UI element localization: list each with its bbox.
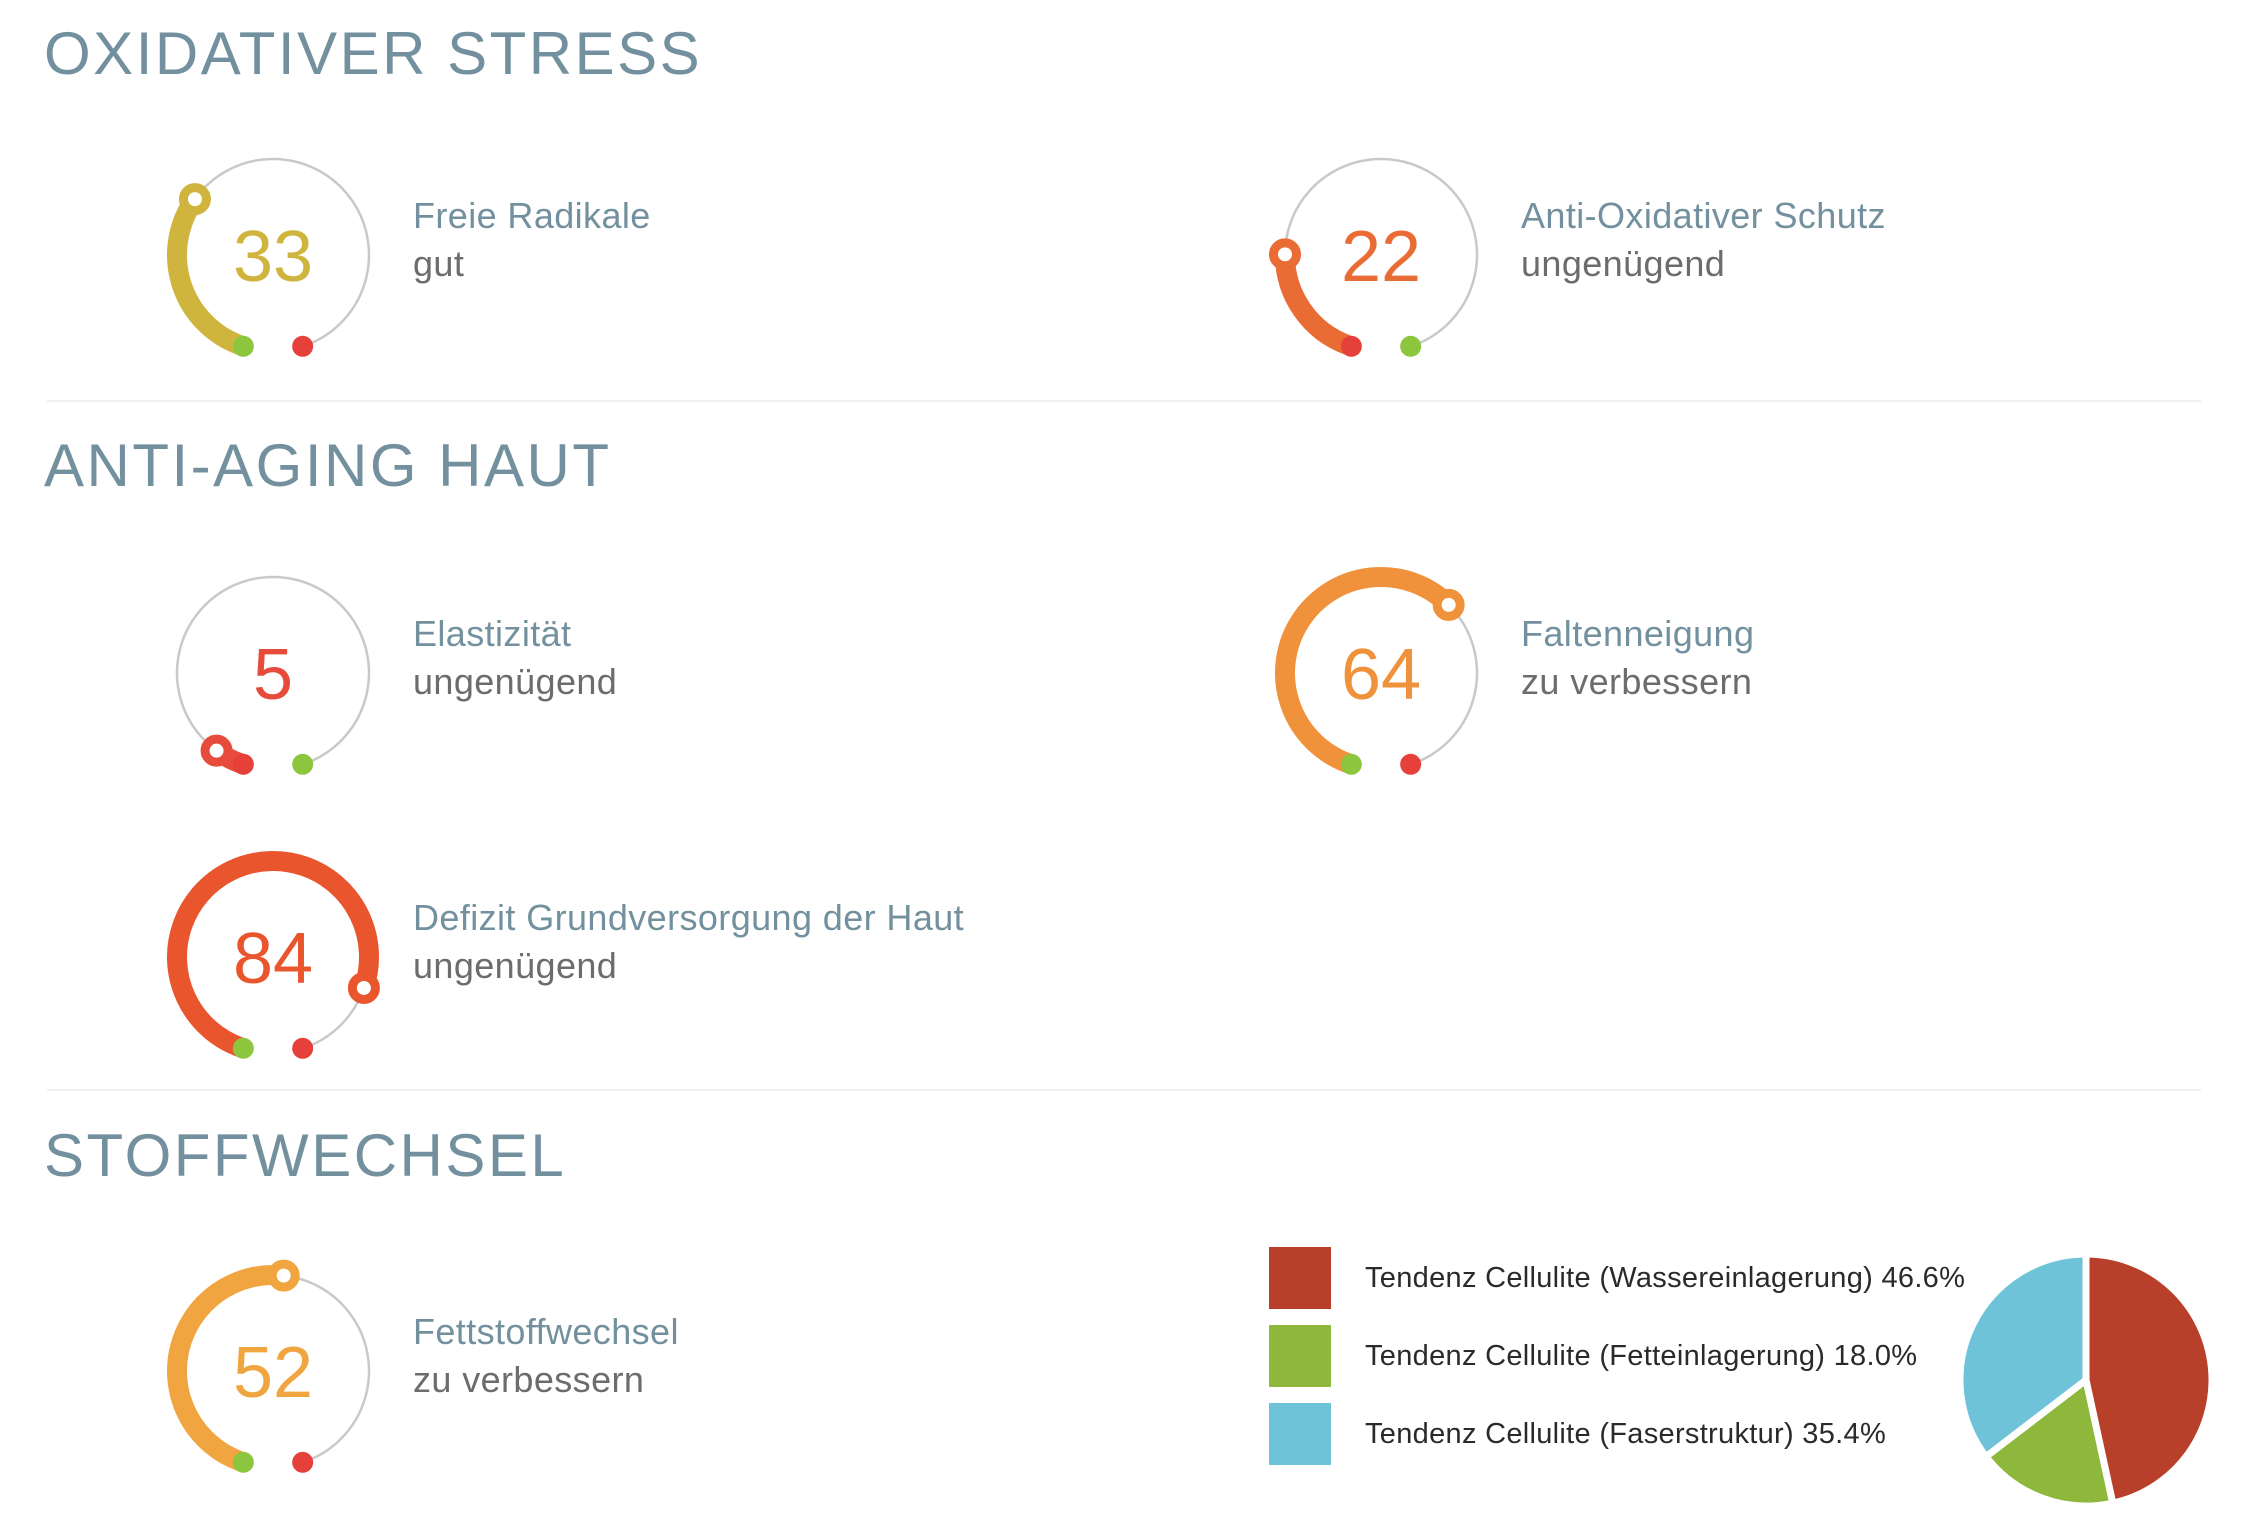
gauge-chart-anti-oxidativer-schutz (1256, 130, 1506, 380)
section-divider (47, 1089, 2201, 1091)
gauge-value-text: 52 (232, 1332, 314, 1413)
scale-start-dot-red (1341, 336, 1362, 357)
scale-start-dot-red (233, 754, 254, 775)
section-divider (47, 400, 2201, 402)
gauge-marker-ring (205, 739, 228, 762)
legend-swatch-faserstruktur (1269, 1403, 1331, 1465)
gauge-label-block (413, 610, 617, 706)
gauge-label-block (413, 894, 964, 990)
pie-chart-tendenz-cellulite (1956, 1250, 2216, 1510)
pie-legend (1269, 1247, 1965, 1481)
legend-item (1269, 1325, 1965, 1387)
scale-end-dot-green (1400, 336, 1421, 357)
gauge-value-text: 84 (232, 918, 314, 999)
gauge-card-anti-oxidativer-schutz (1256, 130, 1886, 380)
scale-start-dot-green (233, 1452, 254, 1473)
metric-name: Fettstoffwechsel (413, 1311, 679, 1352)
gauge-marker-ring (1437, 593, 1460, 616)
scale-end-dot-red (292, 1038, 313, 1059)
gauge-label-block (413, 192, 651, 288)
gauge-marker-ring (352, 976, 375, 999)
metric-rating: gut (413, 243, 465, 284)
legend-item (1269, 1247, 1965, 1309)
legend-label: Tendenz Cellulite (Faserstruktur) 35.4% (1365, 1417, 1887, 1450)
gauge-value-text: 22 (1340, 216, 1422, 297)
metric-name: Defizit Grundversorgung der Haut (413, 897, 965, 938)
gauge-label-block (1521, 192, 1886, 288)
gauge-card-faltenneigung (1256, 548, 1755, 798)
scale-end-dot-green (292, 754, 313, 775)
gauge-label-block (413, 1308, 679, 1404)
legend-item (1269, 1403, 1965, 1465)
gauge-card-elastizitaet (148, 548, 618, 798)
legend-swatch-wassereinlagerung (1269, 1247, 1331, 1309)
metric-name: Faltenneigung (1521, 613, 1755, 654)
gauge-value-arc (177, 199, 240, 345)
gauge-card-freie-radikale (148, 130, 651, 380)
legend-label: Tendenz Cellulite (Fetteinlagerung) 18.0% (1365, 1339, 1918, 1372)
gauge-marker-ring (183, 188, 206, 211)
metric-rating: zu verbessern (1521, 661, 1753, 702)
metric-rating: ungenügend (413, 945, 618, 986)
scale-end-dot-red (292, 1452, 313, 1473)
section-title-anti-aging-haut: ANTI-AGING HAUT (44, 432, 612, 499)
gauge-card-defizit-grundversorgung (148, 832, 965, 1082)
metric-name: Freie Radikale (413, 195, 651, 236)
metric-rating: ungenügend (413, 661, 618, 702)
metric-rating: zu verbessern (413, 1359, 645, 1400)
metric-name: Elastizität (413, 613, 572, 654)
gauge-chart-faltenneigung (1256, 548, 1506, 798)
scale-end-dot-red (1400, 754, 1421, 775)
gauge-chart-fettstoffwechsel (148, 1246, 398, 1496)
gauge-chart-defizit-grundversorgung (148, 832, 398, 1082)
gauge-chart-elastizitaet (148, 548, 398, 798)
scale-end-dot-red (292, 336, 313, 357)
scale-start-dot-green (1341, 754, 1362, 775)
legend-swatch-fetteinlagerung (1269, 1325, 1331, 1387)
gauge-chart-freie-radikale (148, 130, 398, 380)
section-title-stoffwechsel: STOFFWECHSEL (44, 1122, 567, 1189)
gauge-marker-ring (1274, 243, 1297, 266)
gauge-label-block (1521, 610, 1754, 706)
gauge-card-fettstoffwechsel (148, 1246, 679, 1496)
metric-rating: ungenügend (1521, 243, 1726, 284)
gauge-value-arc (1285, 254, 1348, 345)
section-title-oxidativer-stress: OXIDATIVER STRESS (44, 20, 703, 87)
gauge-marker-ring (272, 1264, 295, 1287)
legend-label: Tendenz Cellulite (Wassereinlagerung) 46.6% (1365, 1261, 1966, 1294)
scale-start-dot-green (233, 336, 254, 357)
scale-start-dot-green (233, 1038, 254, 1059)
gauge-value-text: 5 (252, 634, 294, 715)
gauge-value-text: 33 (232, 216, 314, 297)
gauge-value-text: 64 (1340, 634, 1422, 715)
metric-name: Anti-Oxidativer Schutz (1521, 195, 1886, 236)
